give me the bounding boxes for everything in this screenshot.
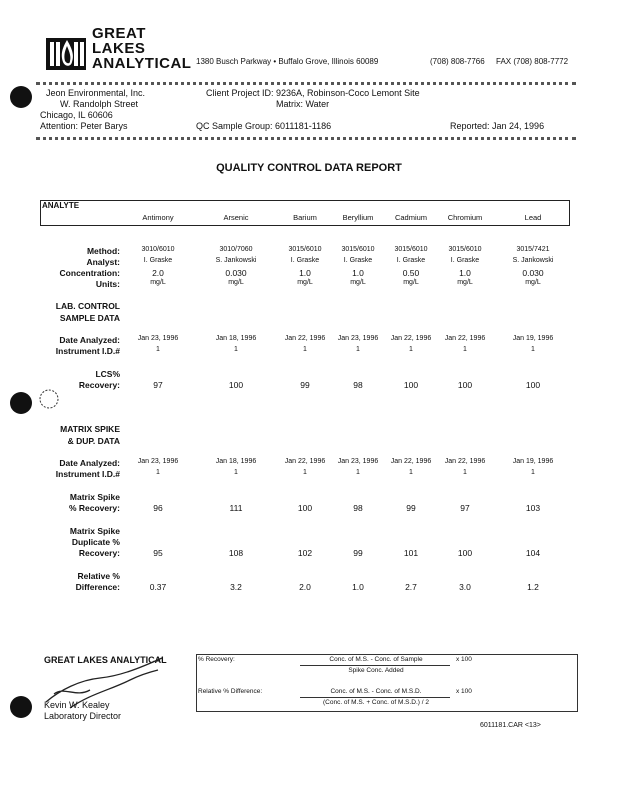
cell-lcs-recovery: 100 [403,380,419,390]
lab-logo-icon [44,34,90,72]
cell-msd-recovery: 101 [403,548,419,558]
cell-units: mg/L [350,279,366,286]
cell-analyst: I. Graske [396,257,426,264]
label-lcs-recovery: Recovery: [78,380,120,390]
cell-ms-recovery: 103 [525,503,541,513]
cell-analyst: I. Graske [143,257,173,264]
lab-name: GREAT LAKES ANALYTICAL [92,25,192,72]
fraction-bar [300,697,450,698]
page-reference: 6011181.CAR <13> [480,722,541,729]
fraction-bar [300,665,450,666]
attention: Attention: Peter Barys [40,121,128,131]
lab-phone: (708) 808-7766 [430,57,485,66]
cell-ms-recovery: 99 [406,503,416,513]
report-title: QUALITY CONTROL DATA REPORT [216,162,402,174]
cell-analyst: I. Graske [290,257,320,264]
cell-units: mg/L [457,279,473,286]
client-city: Chicago, IL 60606 [40,110,113,120]
cell-method: 3015/6010 [394,246,428,253]
cell-analyst: S. Jankowski [215,257,257,264]
label-rpd-1: Relative % [77,571,120,581]
cell-msd-recovery: 104 [525,548,541,558]
analyte-column-header: Barium [293,213,317,222]
label-units: Units: [95,279,120,289]
matrix: Matrix: Water [276,99,330,109]
client-name: Jeon Environmental, Inc. [46,88,146,98]
cell-lcs-date: Jan 23, 1996 [137,335,179,342]
cell-units: mg/L [150,279,166,286]
cell-lcs-instrument: 1 [463,346,467,353]
cell-analyst: I. Graske [343,257,373,264]
punch-hole [10,86,32,108]
cell-ms-date: Jan 18, 1996 [215,458,257,465]
cell-lcs-recovery: 98 [353,380,363,390]
formula-recovery-multiplier: x 100 [456,656,472,663]
cell-msd-recovery: 100 [457,548,473,558]
cell-rpd: 3.0 [459,582,471,592]
cell-lcs-instrument: 1 [356,346,360,353]
formula-recovery-label: % Recovery: [198,656,235,663]
cell-ms-instrument: 1 [409,469,413,476]
formula-rpd-denominator: (Conc. of M.S. + Conc. of M.S.D.) / 2 [322,699,430,706]
cell-lcs-date: Jan 22, 1996 [444,335,486,342]
signer-name: Kevin W. Kealey [44,700,110,710]
cell-lcs-recovery: 100 [525,380,541,390]
cell-ms-date: Jan 22, 1996 [390,458,432,465]
cell-ms-instrument: 1 [234,469,238,476]
cell-units: mg/L [525,279,541,286]
cell-concentration: 2.0 [152,268,164,278]
section-lab-control: LAB. CONTROL [55,301,120,311]
cell-concentration: 1.0 [299,268,311,278]
cell-units: mg/L [403,279,419,286]
label-method: Method: [86,246,120,256]
cell-ms-recovery: 111 [229,503,243,513]
cell-concentration: 0.50 [402,268,420,278]
cell-lcs-date: Jan 22, 1996 [390,335,432,342]
cell-units: mg/L [297,279,313,286]
analyte-label: ANALYTE [42,201,80,210]
formula-recovery-denominator: Spike Conc. Added [348,667,404,674]
cell-ms-date: Jan 19, 1996 [512,458,554,465]
label-rpd-2: Difference: [75,582,120,592]
cell-lcs-instrument: 1 [303,346,307,353]
cell-ms-date: Jan 23, 1996 [137,458,179,465]
label-lcs: LCS% [95,369,120,379]
cell-msd-recovery: 102 [297,548,313,558]
cell-ms-date: Jan 22, 1996 [444,458,486,465]
section-lab-control-2: SAMPLE DATA [59,313,120,323]
cell-ms-recovery: 97 [460,503,470,513]
cell-concentration: 0.030 [225,268,247,278]
cell-rpd: 1.2 [527,582,539,592]
label-msd-2: Duplicate % [71,537,120,547]
analyte-column-header: Beryllium [342,213,374,222]
cell-ms-instrument: 1 [303,469,307,476]
punch-hole [10,392,32,414]
cell-method: 3015/6010 [448,246,482,253]
cell-lcs-date: Jan 18, 1996 [215,335,257,342]
cell-method: 3015/7421 [516,246,550,253]
cell-concentration: 1.0 [459,268,471,278]
label-concentration: Concentration: [59,268,120,278]
label-date-analyzed: Date Analyzed: [59,335,120,345]
cell-method: 3015/6010 [341,246,375,253]
cell-lcs-recovery: 100 [228,380,244,390]
cell-rpd: 3.2 [230,582,242,592]
signer-title: Laboratory Director [44,711,122,721]
analyte-column-header: Arsenic [223,213,249,222]
formula-recovery-numerator: Conc. of M.S. - Conc. of Sample [329,656,423,663]
cell-rpd: 0.37 [149,582,167,592]
cell-ms-recovery: 100 [297,503,313,513]
cell-lcs-date: Jan 23, 1996 [337,335,379,342]
label-analyst: Analyst: [86,257,120,267]
cell-ms-recovery: 96 [153,503,163,513]
cell-ms-instrument: 1 [463,469,467,476]
client-project: Client Project ID: 9236A, Robinson-Coco Lemont Site [206,88,420,98]
reported-date: Reported: Jan 24, 1996 [450,121,545,131]
cell-concentration: 0.030 [522,268,544,278]
cell-concentration: 1.0 [352,268,364,278]
cell-lcs-recovery: 97 [153,380,163,390]
formula-rpd-multiplier: x 100 [456,688,472,695]
label-ms-instrument: Instrument I.D.# [55,469,120,479]
cell-ms-instrument: 1 [531,469,535,476]
cell-lcs-date: Jan 19, 1996 [512,335,554,342]
label-msd-1: Matrix Spike [69,526,120,536]
label-instrument: Instrument I.D.# [55,346,120,356]
cell-lcs-date: Jan 22, 1996 [284,335,326,342]
label-msd-3: Recovery: [78,548,120,558]
cell-msd-recovery: 95 [153,548,163,558]
section-matrix-spike: MATRIX SPIKE [60,424,120,434]
cell-lcs-recovery: 99 [300,380,310,390]
cell-lcs-instrument: 1 [234,346,238,353]
cell-lcs-instrument: 1 [409,346,413,353]
analyte-column-header: Lead [524,213,542,222]
section-matrix-spike-2: & DUP. DATA [67,436,120,446]
cell-ms-recovery: 98 [353,503,363,513]
client-street: W. Randolph Street [60,99,139,109]
formula-rpd-numerator: Conc. of M.S. - Conc. of M.S.D. [330,688,422,695]
cell-ms-date: Jan 23, 1996 [337,458,379,465]
cell-rpd: 2.0 [299,582,311,592]
cell-rpd: 2.7 [405,582,417,592]
handwritten-circle-mark [38,388,60,410]
cell-lcs-instrument: 1 [531,346,535,353]
label-ms-recovery-1: Matrix Spike [69,492,120,502]
cell-msd-recovery: 108 [228,548,244,558]
analyte-column-header: Cadmium [394,213,428,222]
cell-units: mg/L [228,279,244,286]
cell-method: 3010/6010 [141,246,175,253]
cell-lcs-instrument: 1 [156,346,160,353]
cell-msd-recovery: 99 [353,548,363,558]
cell-method: 3015/6010 [288,246,322,253]
cell-rpd: 1.0 [352,582,364,592]
cell-analyst: I. Graske [450,257,480,264]
cell-ms-date: Jan 22, 1996 [284,458,326,465]
analyte-column-header: Chromium [447,213,483,222]
lab-fax: FAX (708) 808-7772 [496,57,569,66]
cell-ms-instrument: 1 [356,469,360,476]
label-ms-recovery-2: % Recovery: [68,503,120,513]
cell-method: 3010/7060 [219,246,253,253]
punch-hole [10,696,32,718]
formula-rpd-label: Relative % Difference: [198,688,263,695]
cell-lcs-recovery: 100 [457,380,473,390]
cell-analyst: S. Jankowski [512,257,554,264]
qc-sample-group: QC Sample Group: 6011181-1186 [196,121,332,131]
cell-ms-instrument: 1 [156,469,160,476]
footer-company: GREAT LAKES ANALYTICAL [44,655,167,665]
analyte-column-header: Antimony [142,213,174,222]
label-ms-date-analyzed: Date Analyzed: [59,458,120,468]
lab-address: 1380 Busch Parkway • Buffalo Grove, Illinois 60089 [196,57,379,66]
